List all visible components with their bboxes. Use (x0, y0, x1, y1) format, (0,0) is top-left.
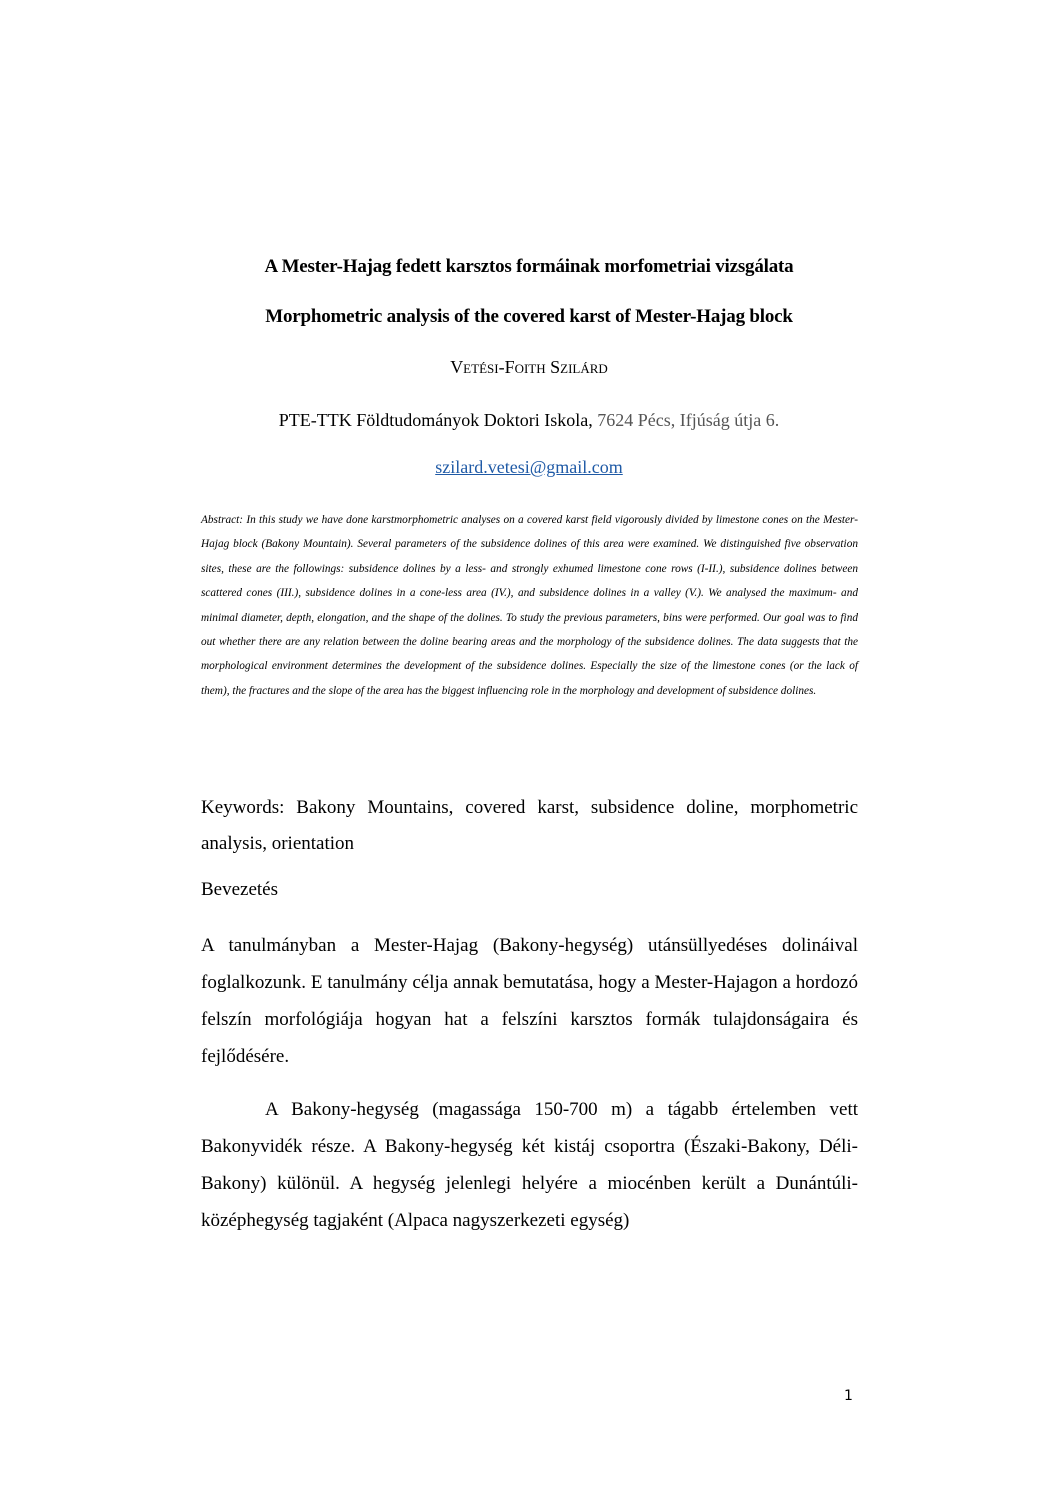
paper-title-hungarian: A Mester-Hajag fedett karsztos formáinak morfometriai vizsgálata (264, 256, 794, 277)
body-paragraph: A Bakony-hegység (magassága 150-700 m) a tágabb értelemben vett Bakonyvidék része. A Bakony-hegység két kistáj csoportra (Északi-Bakony, Déli-Bakony) különül. A hegység jelenlegi helyére a miocénben került a Dunántúli-középhegység tagjaként (Alpaca nagyszerkezeti egység) (201, 1099, 858, 1231)
affiliation-address: 7624 Pécs, Ifjúság útja 6. (597, 410, 780, 430)
author-name: Vetési-Foith Szilárd (450, 357, 608, 377)
abstract: Abstract: In this study we have done karstmorphometric analyses on a covered karst field vigorously divided by limestone cones on the Mester-Hajag block (Bakony Mountain). Several parameters of the subsidence dolines of this area were examined. We distinguished five observation sites, these are the followings: subsidence dolines by a less- and strongly exhumed limestone cone rows (I-II.), subsidence dolines between scattered cones (III.), subsidence dolines in a cone-less area (IV.), and subsidence dolines in a valley (V.). We analysed the maximum- and minimal diameter, depth, elongation, and the shape of the dolines. To study the previous parameters, bins were performed. Our goal was to find out whether there are any relation between the doline bearing areas and the morphology of the subsidence dolines. The data suggests that the morphological environment determines the development of the subsidence dolines. Especially the size of the limestone cones (or the lack of them), the fractures and the slope of the area has the biggest influencing role in the morphology and development of subsidence dolines. (201, 514, 858, 697)
keywords: Keywords: Bakony Mountains, covered karst, subsidence doline, morphometric analysis, orientation (201, 797, 858, 854)
page-number: 1 (844, 1388, 853, 1404)
affiliation (0, 410, 1058, 431)
paper-title-english: Morphometric analysis of the covered karst of Mester-Hajag block (265, 306, 793, 327)
section-heading-intro: Bevezetés (201, 879, 279, 900)
email-link[interactable]: szilard.vetesi@gmail.com (435, 457, 623, 477)
author-email (0, 457, 1058, 478)
body-paragraph: A tanulmányban a Mester-Hajag (Bakony-hegység) utánsüllyedéses dolináival foglalkozunk. E tanulmány célja annak bemutatása, hogy a Mester-Hajagon a hordozó felszín morfológiája hogyan hat a felszíni karsztos formák tulajdonságaira és fejlődésére. (201, 935, 858, 1067)
affiliation-institution: PTE-TTK Földtudományok Doktori Iskola, (278, 410, 593, 430)
